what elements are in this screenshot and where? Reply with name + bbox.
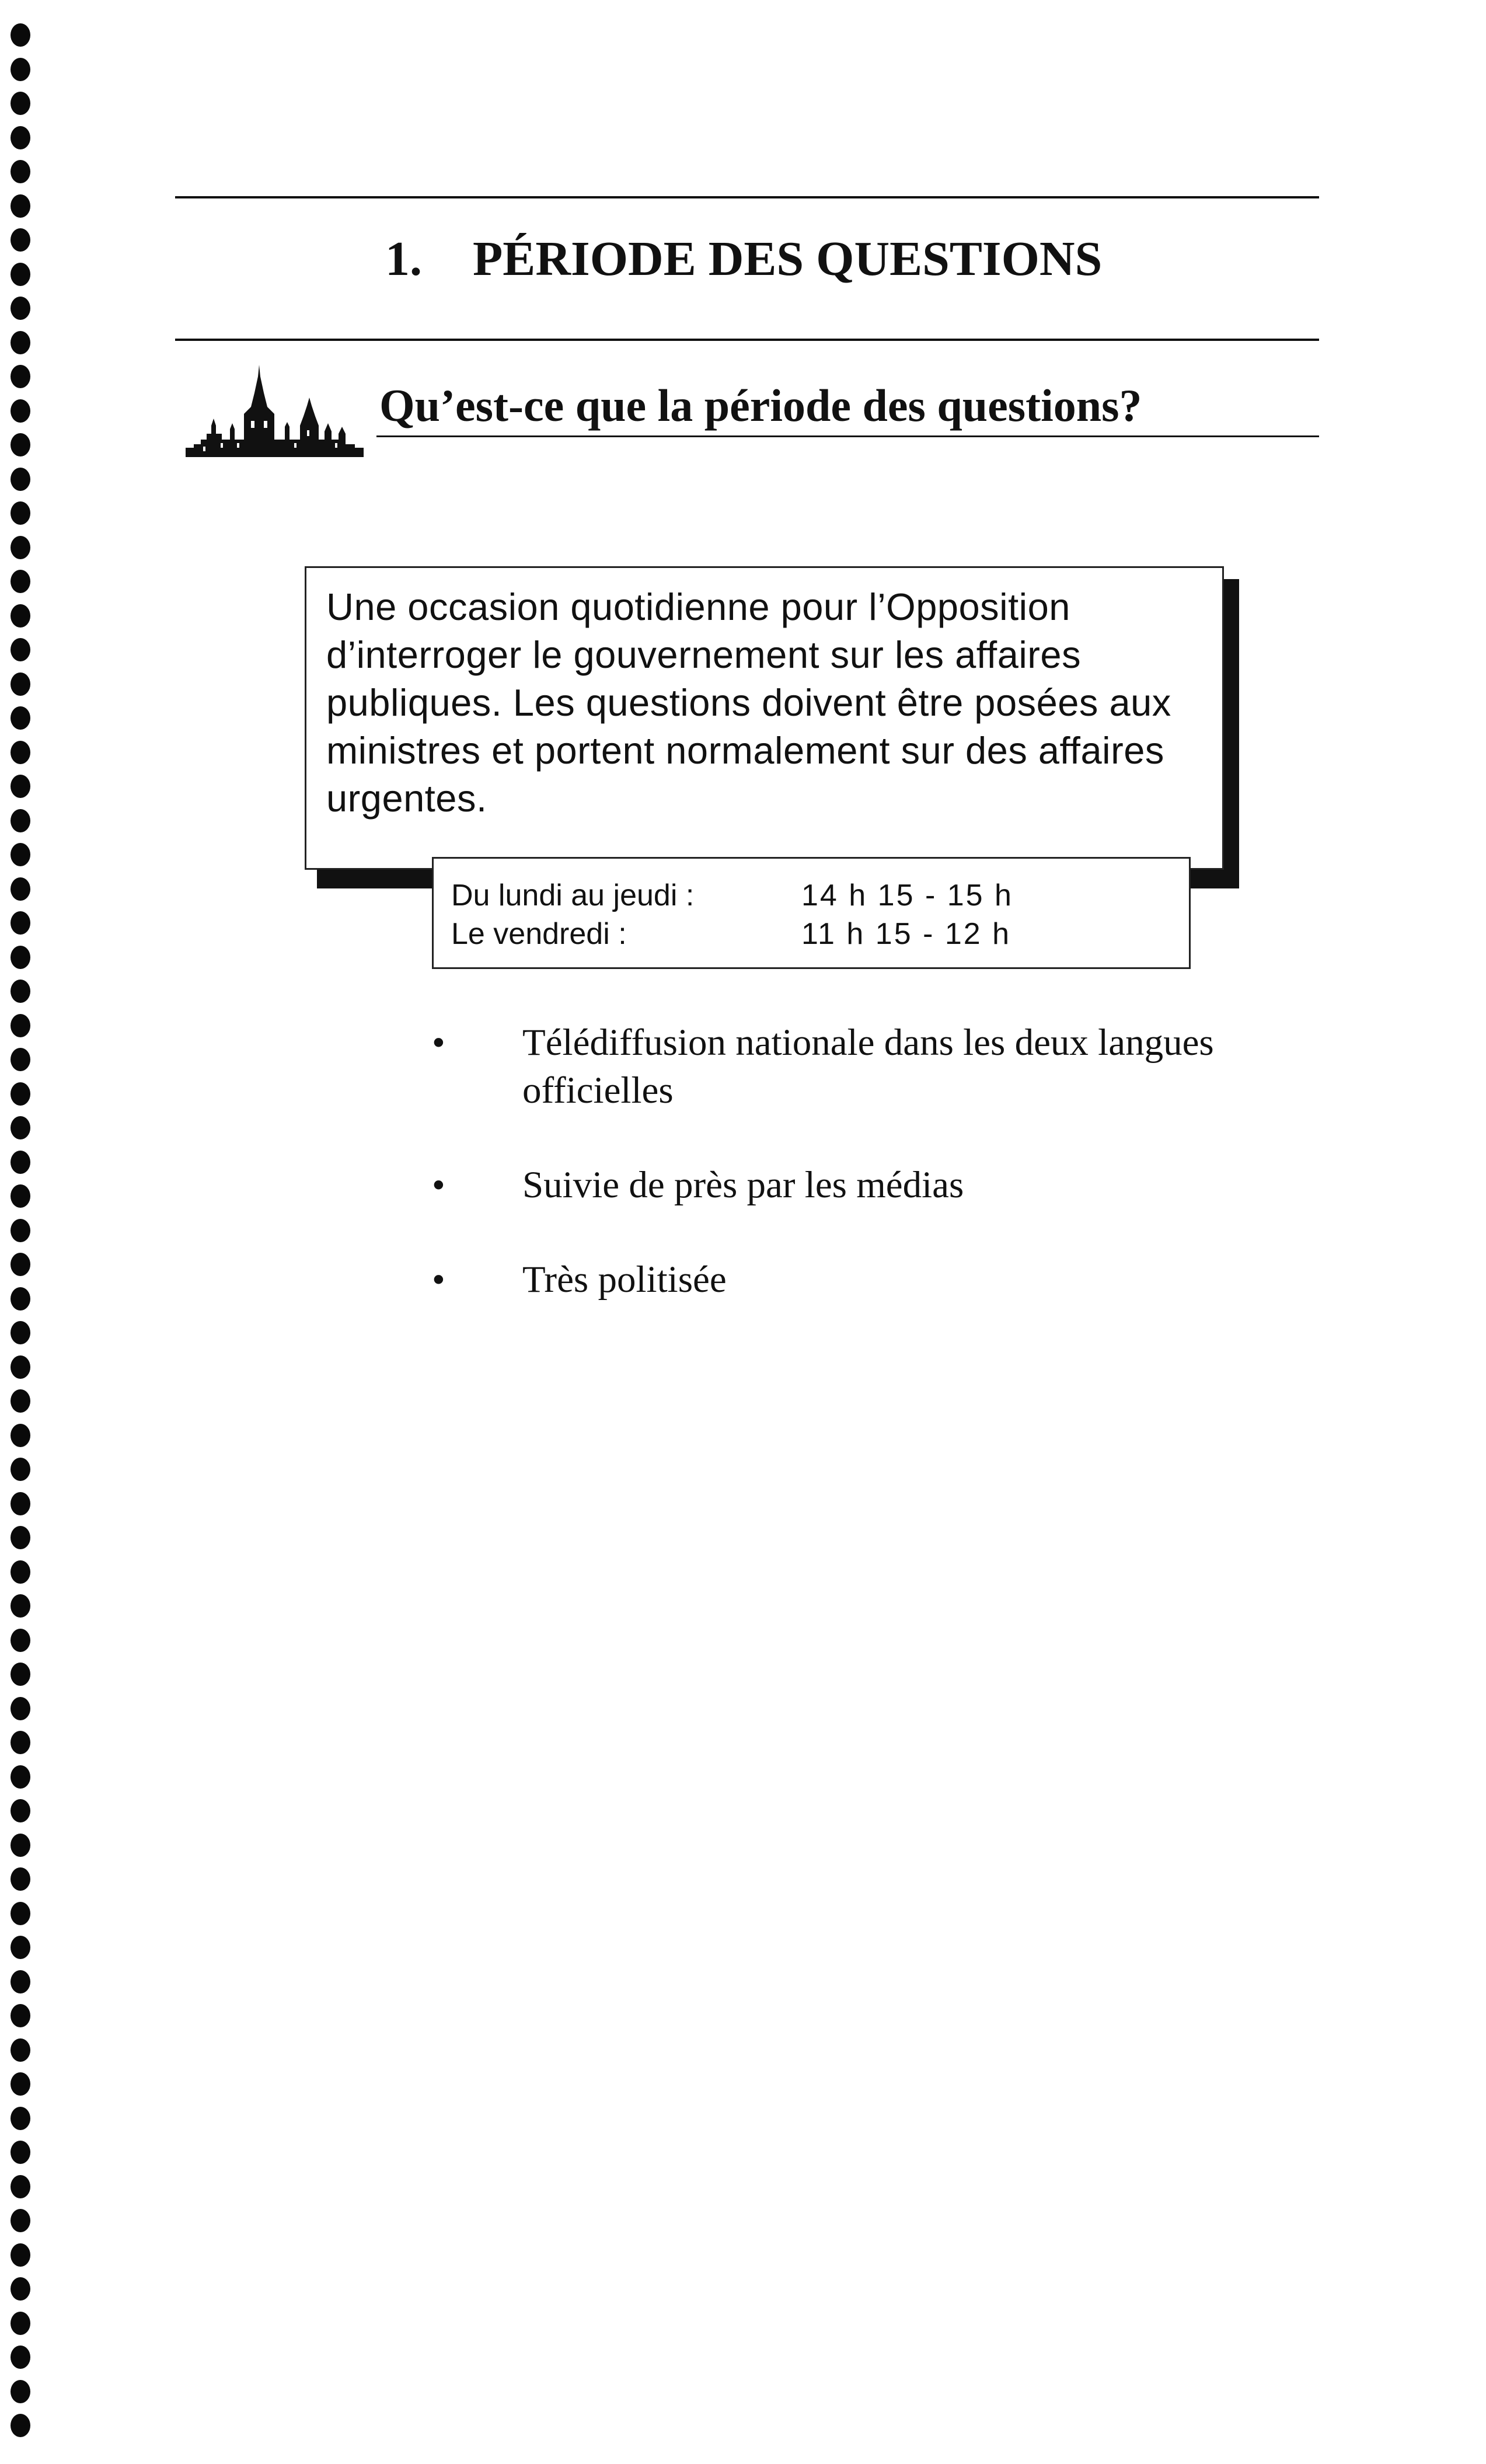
binding-hole-icon <box>11 2345 30 2369</box>
binding-hole-icon <box>11 2141 30 2164</box>
binding-hole-icon <box>11 1697 30 1720</box>
binding-hole-icon <box>11 672 30 696</box>
binding-hole-icon <box>11 194 30 218</box>
section-subheading: Qu’est-ce que la période des questions? <box>379 380 1142 431</box>
binding-hole-icon <box>11 365 30 388</box>
binding-hole-icon <box>11 706 30 730</box>
definition-box <box>305 566 1224 870</box>
schedule-day: Le vendredi : <box>451 917 627 951</box>
binding-hole-icon <box>11 1424 30 1447</box>
bullet-text: Très politisée <box>522 1259 727 1301</box>
binding-hole-icon <box>11 126 30 149</box>
top-rule <box>175 196 1319 198</box>
binding-hole-icon <box>11 468 30 491</box>
binding-hole-icon <box>11 536 30 559</box>
schedule-row <box>451 915 1189 953</box>
binding-holes <box>11 23 34 2446</box>
binding-hole-icon <box>11 1048 30 1071</box>
binding-hole-icon <box>11 843 30 866</box>
binding-hole-icon <box>11 228 30 252</box>
binding-hole-icon <box>11 1014 30 1037</box>
binding-hole-icon <box>11 809 30 832</box>
binding-hole-icon <box>11 1116 30 1139</box>
binding-hole-icon <box>11 1765 30 1789</box>
binding-hole-icon <box>11 2209 30 2232</box>
binding-hole-icon <box>11 1867 30 1891</box>
binding-hole-icon <box>11 297 30 320</box>
page-title <box>385 231 1348 287</box>
binding-hole-icon <box>11 160 30 183</box>
binding-hole-icon <box>11 501 30 525</box>
binding-hole-icon <box>11 1799 30 1822</box>
bullet-dot-icon: • <box>432 1259 445 1301</box>
list-item <box>432 1256 1278 1304</box>
binding-hole-icon <box>11 331 30 354</box>
binding-hole-icon <box>11 1663 30 1686</box>
binding-hole-icon <box>11 1936 30 1959</box>
binding-hole-icon <box>11 980 30 1003</box>
binding-hole-icon <box>11 263 30 286</box>
binding-hole-icon <box>11 775 30 798</box>
binding-hole-icon <box>11 58 30 81</box>
binding-hole-icon <box>11 1902 30 1925</box>
section-title-text: PÉRIODE DES QUESTIONS <box>473 232 1103 286</box>
list-item <box>432 1019 1278 1114</box>
title-bottom-rule <box>175 339 1319 341</box>
binding-hole-icon <box>11 1594 30 1618</box>
bullet-text: Suivie de près par les médias <box>522 1164 964 1206</box>
binding-hole-icon <box>11 1629 30 1652</box>
parliament-building-icon <box>186 365 364 458</box>
binding-hole-icon <box>11 1082 30 1106</box>
binding-hole-icon <box>11 570 30 593</box>
binding-hole-icon <box>11 92 30 115</box>
bullet-dot-icon: • <box>432 1164 445 1206</box>
binding-hole-icon <box>11 2038 30 2062</box>
definition-text: Une occasion quotidienne pour l’Opposition d’interroger le gouvernement sur les affaires publiques. Les questions doivent être posées aux ministres et portent normalement sur des affaires urgentes. <box>326 585 1171 820</box>
binding-hole-icon <box>11 2414 30 2437</box>
list-item <box>432 1161 1278 1209</box>
binding-hole-icon <box>11 2380 30 2403</box>
binding-hole-icon <box>11 946 30 969</box>
binding-hole-icon <box>11 23 30 47</box>
binding-hole-icon <box>11 2004 30 2027</box>
binding-hole-icon <box>11 1970 30 1993</box>
binding-hole-icon <box>11 1321 30 1344</box>
bullet-text: Télédiffusion nationale dans les deux langues officielles <box>522 1022 1214 1111</box>
schedule-row <box>451 876 1189 915</box>
binding-hole-icon <box>11 1287 30 1311</box>
binding-hole-icon <box>11 1389 30 1413</box>
bullet-list <box>432 1019 1278 1350</box>
subheading-rule <box>376 435 1319 437</box>
binding-hole-icon <box>11 1219 30 1242</box>
bullet-dot-icon: • <box>432 1022 445 1064</box>
binding-hole-icon <box>11 2072 30 2096</box>
schedule-time: 14 h 15 - 15 h <box>801 879 1013 912</box>
binding-hole-icon <box>11 1355 30 1379</box>
binding-hole-icon <box>11 1151 30 1174</box>
binding-hole-icon <box>11 1253 30 1276</box>
binding-hole-icon <box>11 2243 30 2267</box>
binding-hole-icon <box>11 2277 30 2301</box>
binding-hole-icon <box>11 604 30 628</box>
binding-hole-icon <box>11 1731 30 1754</box>
binding-hole-icon <box>11 1492 30 1515</box>
schedule-day: Du lundi au jeudi : <box>451 879 695 912</box>
binding-hole-icon <box>11 1560 30 1584</box>
binding-hole-icon <box>11 741 30 764</box>
section-number: 1. <box>385 232 422 286</box>
binding-hole-icon <box>11 1458 30 1481</box>
binding-hole-icon <box>11 1834 30 1857</box>
schedule-time: 11 h 15 - 12 h <box>801 917 1011 951</box>
binding-hole-icon <box>11 2312 30 2335</box>
binding-hole-icon <box>11 2107 30 2130</box>
binding-hole-icon <box>11 399 30 423</box>
binding-hole-icon <box>11 877 30 901</box>
binding-hole-icon <box>11 638 30 661</box>
binding-hole-icon <box>11 911 30 935</box>
binding-hole-icon <box>11 1184 30 1208</box>
schedule-box <box>432 857 1191 969</box>
binding-hole-icon <box>11 2175 30 2198</box>
binding-hole-icon <box>11 1526 30 1549</box>
binding-hole-icon <box>11 433 30 456</box>
